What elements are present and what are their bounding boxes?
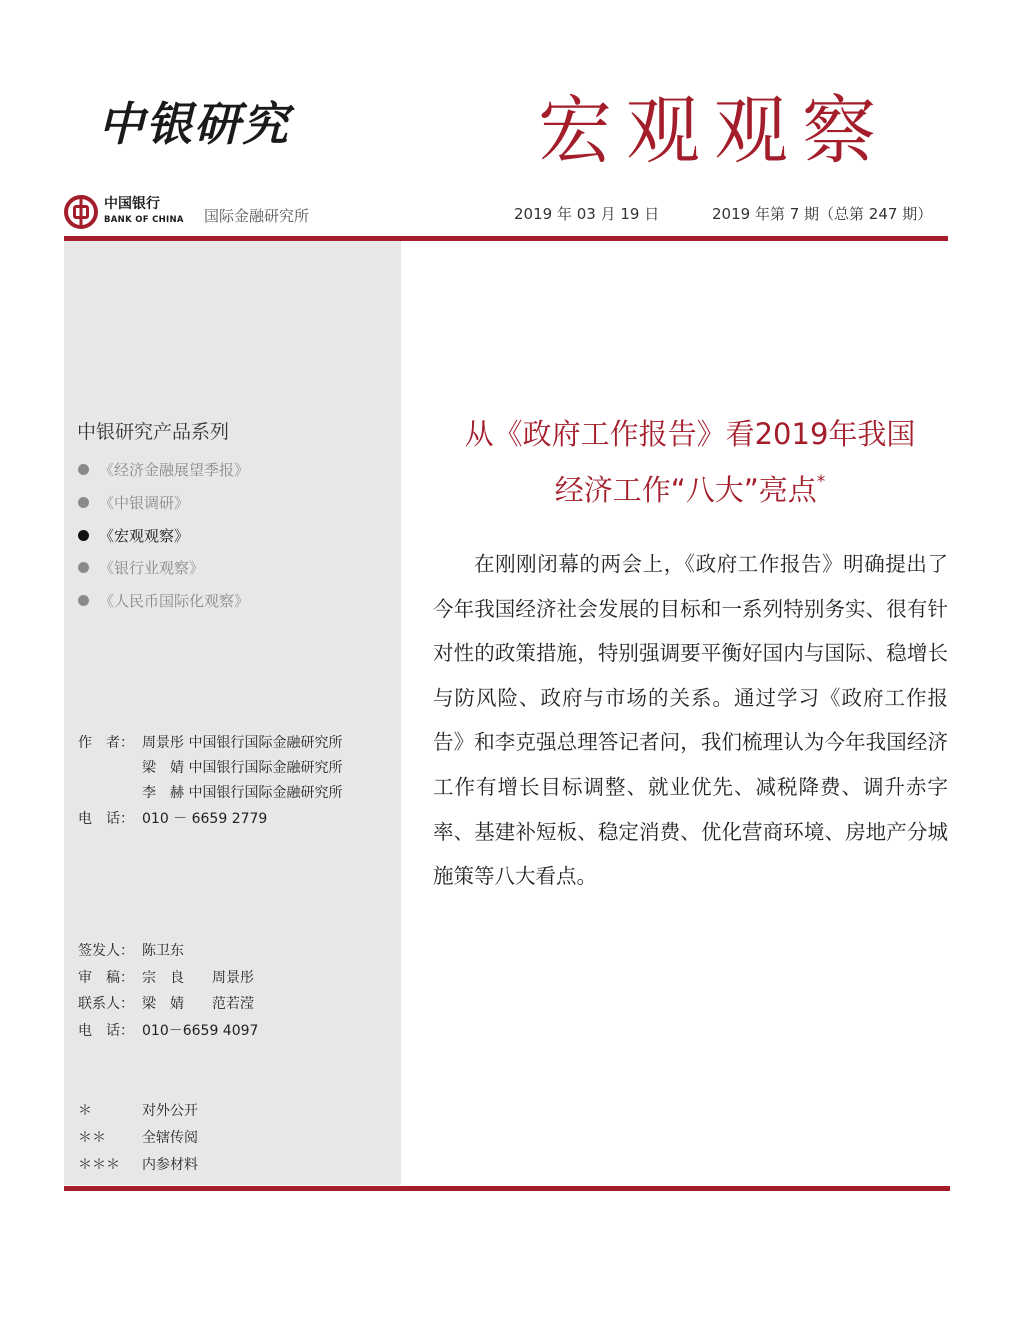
product-item (78, 557, 204, 578)
contact-phone: 010－6659 4097 (142, 1023, 259, 1039)
product-label: 《银行业观察》 (99, 559, 205, 577)
reviewer-label: 审 稿： (78, 970, 134, 986)
article-title (420, 410, 960, 514)
bank-of-china-emblem-icon (64, 195, 98, 229)
bullet-icon (78, 595, 89, 606)
classification-label: 对外公开 (142, 1103, 198, 1119)
products-heading: 中银研究产品系列 (77, 421, 230, 443)
bullet-icon (78, 562, 89, 573)
product-item (78, 492, 189, 513)
article-title-line2: 经济工作“八大”亮点 (554, 473, 817, 507)
classification-mark: ＊ (78, 1103, 92, 1119)
bullet-icon (78, 497, 89, 508)
calligraphy-logo: 中银研究 (98, 97, 290, 151)
article-title-line1: 从《政府工作报告》看2019年我国 (464, 417, 916, 451)
bank-logo (64, 193, 194, 233)
institute-name: 国际金融研究所 (204, 207, 310, 225)
authors-label: 作 者： (78, 735, 134, 751)
classification-mark: ＊＊＊ (78, 1157, 120, 1173)
product-item (78, 459, 249, 480)
product-label: 《中银调研》 (99, 494, 190, 512)
classification-mark: ＊＊ (78, 1130, 106, 1146)
product-label: 《经济金融展望季报》 (99, 461, 250, 479)
sidebar (64, 241, 401, 1185)
footer-rule (64, 1186, 950, 1191)
issuer-name: 陈卫东 (142, 943, 184, 959)
author-line: 周景彤 中国银行国际金融研究所 (142, 735, 343, 751)
phone-number: 010 － 6659 2779 (142, 811, 268, 827)
bullet-icon (78, 530, 89, 541)
article-abstract: 在刚刚闭幕的两会上，《政府工作报告》明确提出了今年我国经济社会发展的目标和一系列特别务实、很有针对性的政策措施，特别强调要平衡好国内与国际、稳增长与防风险、政府与市场的关系。通过学习《政府工作报告》和李克强总理答记者问，我们梳理认为今年我国经济工作有增长目标调整、就业优先、减税降费、调升赤字率、基建补短板、稳定消费、优化营商环境、房地产分城施策等八大看点。 (433, 552, 948, 889)
contact-phone-label: 电 话： (78, 1023, 134, 1039)
series-title: 宏观观察 (538, 88, 890, 174)
title-footnote-mark: * (816, 472, 826, 492)
product-label: 《宏观观察》 (99, 527, 190, 545)
bank-logo-cn: 中国银行 (104, 196, 160, 212)
issue-date: 2019 年 03 月 19 日 (514, 205, 660, 223)
bullet-icon (78, 464, 89, 475)
classification-label: 全辖传阅 (142, 1130, 198, 1146)
product-label: 《人民币国际化观察》 (99, 592, 250, 610)
bank-logo-en: BANK OF CHINA (104, 215, 184, 225)
classification-label: 内参材料 (142, 1157, 198, 1173)
phone-label: 电 话： (78, 811, 134, 827)
contact-names: 梁 婧 范若滢 (142, 996, 254, 1012)
product-item (78, 590, 249, 611)
product-item-active (78, 525, 189, 546)
contact-label: 联系人： (78, 996, 134, 1012)
issue-number: 2019 年第 7 期（总第 247 期） (712, 205, 933, 223)
author-line: 李 赫 中国银行国际金融研究所 (142, 785, 343, 801)
reviewer-names: 宗 良 周景彤 (142, 970, 254, 986)
issuer-label: 签发人： (78, 943, 134, 959)
author-line: 梁 婧 中国银行国际金融研究所 (142, 760, 343, 776)
